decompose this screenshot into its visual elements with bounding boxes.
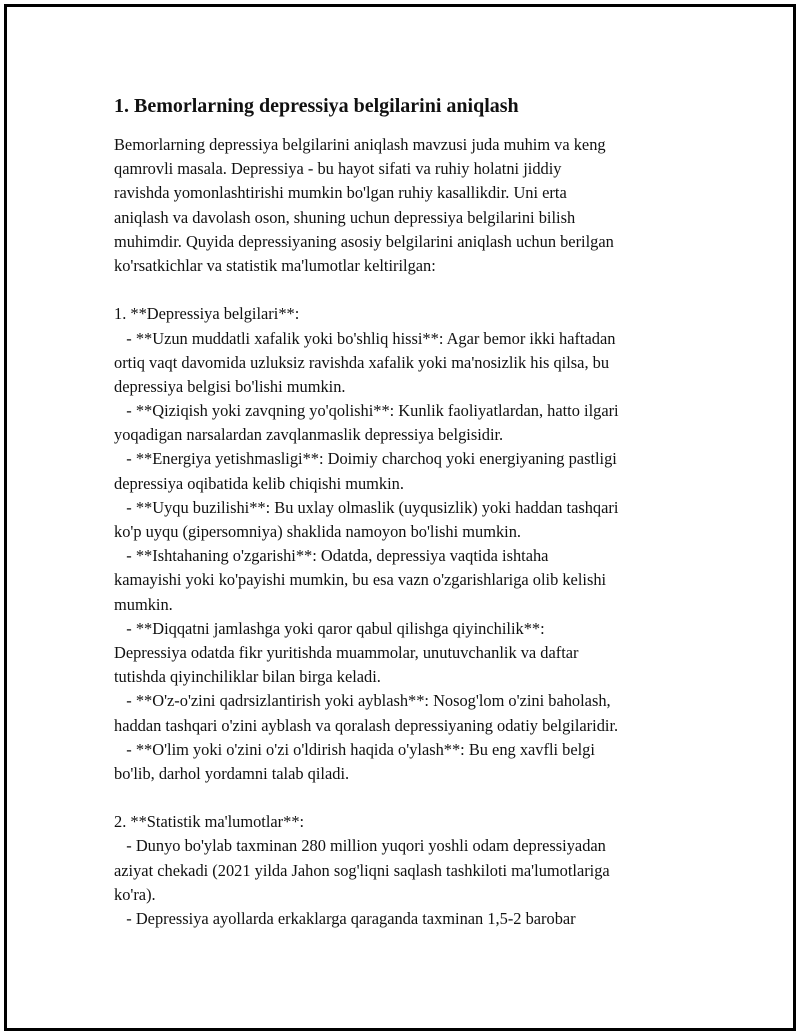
text-line: haddan tashqari o'zini ayblash va qoralash depressiyaning odatiy belgilaridir.	[114, 715, 619, 735]
text-line: - **Qiziqish yoki zavqning yo'qolishi**: Kunlik faoliyatlardan, hatto ilgari	[114, 401, 619, 421]
text-line: depressiya belgisi bo'lishi mumkin.	[114, 376, 346, 396]
text-line: - **Uzun muddatli xafalik yoki bo'shliq hissi**: Agar bemor ikki haftadan	[114, 328, 616, 348]
text-line: - **Ishtahaning o'zgarishi**: Odatda, depressiya vaqtida ishtaha	[114, 546, 549, 566]
text-line: - **Uyqu buzilishi**: Bu uxlay olmaslik (uyqusizlik) yoki haddan tashqari	[114, 497, 619, 517]
text-line: - **O'lim yoki o'zini o'zi o'ldirish haqida o'ylash**: Bu eng xavfli belgi	[114, 739, 595, 759]
text-line: yoqadigan narsalardan zavqlanmaslik depressiya belgisidir.	[114, 425, 504, 445]
text-line: 1. **Depressiya belgilari**:	[114, 304, 300, 324]
blank-line	[114, 786, 694, 810]
text-line: kamayishi yoki ko'payishi mumkin, bu esa vazn o'zgarishlariga olib kelishi	[114, 570, 607, 590]
text-line: aniqlash va davolash oson, shuning uchun depressiya belgilarini bilish	[114, 207, 576, 227]
text-line: aziyat chekadi (2021 yilda Jahon sog'liqni saqlash tashkiloti ma'lumotlariga	[114, 860, 610, 880]
text-line: - Dunyo bo'ylab taxminan 280 million yuqori yoshli odam depressiyadan	[114, 836, 606, 856]
text-line: tutishda qiyinchiliklar bilan birga keladi.	[114, 667, 381, 687]
text-line: 2. **Statistik ma'lumotlar**:	[114, 812, 305, 832]
text-line: - **O'z-o'zini qadrsizlantirish yoki ayblash**: Nosog'lom o'zini baholash,	[114, 691, 611, 711]
text-line: bo'lib, darhol yordamni talab qiladi.	[114, 763, 350, 783]
blank-line	[114, 278, 694, 302]
text-line: ko'p uyqu (gipersomniya) shaklida namoyon bo'lishi mumkin.	[114, 522, 521, 541]
text-line: ko'ra).	[114, 884, 156, 904]
text-line: ko'rsatkichlar va statistik ma'lumotlar keltirilgan:	[114, 255, 436, 275]
text-line: qamrovli masala. Depressiya - bu hayot sifati va ruhiy holatni jiddiy	[114, 159, 562, 179]
document-text	[114, 133, 694, 931]
text-line: - **Energiya yetishmasligi**: Doimiy charchoq yoki energiyaning pastligi	[114, 449, 617, 469]
document-title: 1. Bemorlarning depressiya belgilarini aniqlash	[114, 95, 519, 117]
text-line: Bemorlarning depressiya belgilarini aniqlash mavzusi juda muhim va keng	[114, 135, 606, 154]
text-line: depressiya oqibatida kelib chiqishi mumkin.	[114, 473, 404, 493]
text-line: Depressiya odatda fikr yuritishda muammolar, unutuvchanlik va daftar	[114, 642, 579, 662]
text-line: - Depressiya ayollarda erkaklarga qaraganda taxminan 1,5-2 barobar	[114, 909, 576, 928]
text-line: muhimdir. Quyida depressiyaning asosiy belgilarini aniqlash uchun berilgan	[114, 231, 614, 251]
text-line: - **Diqqatni jamlashga yoki qaror qabul qilishga qiyinchilik**:	[114, 618, 545, 638]
text-line: mumkin.	[114, 594, 173, 614]
text-line: ortiq vaqt davomida uzluksiz ravishda xafalik yoki ma'nosizlik his qilsa, bu	[114, 352, 610, 372]
text-line: ravishda yomonlashtirishi mumkin bo'lgan ruhiy kasallikdir. Uni erta	[114, 183, 567, 203]
document-body	[114, 93, 694, 931]
